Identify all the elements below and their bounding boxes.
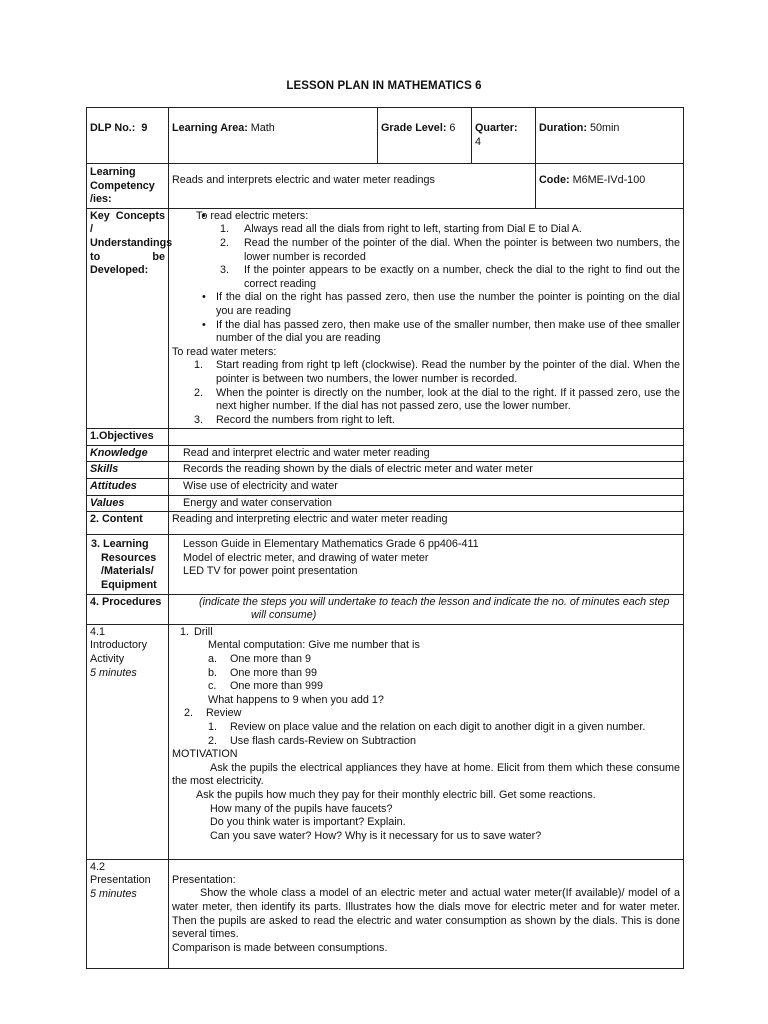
electric-step-2 — [172, 237, 680, 264]
presentation-heading: Presentation: — [172, 873, 236, 886]
objective-attitudes-row — [87, 479, 684, 496]
key-concepts-row — [87, 208, 684, 429]
duration-label: Duration: — [539, 122, 587, 134]
quarter-cell — [472, 108, 536, 164]
code-cell — [536, 164, 684, 209]
dlp-label: DLP No.: — [90, 122, 136, 134]
presentation-num: 4.2 — [90, 860, 106, 873]
dlp-cell — [87, 108, 169, 164]
objective-knowledge-row — [87, 445, 684, 462]
option-b — [172, 667, 680, 681]
procedures-note — [169, 594, 684, 624]
drill-heading — [172, 626, 680, 640]
electric-bullet-1 — [172, 291, 680, 318]
objectives-empty — [169, 429, 684, 446]
procedures-label: 4. Procedures — [87, 594, 169, 624]
water-step-1-num: 1. — [194, 359, 204, 372]
option-b-letter: b. — [208, 666, 218, 679]
resources-row — [87, 535, 684, 594]
knowledge-label: Knowledge — [87, 445, 169, 462]
water-step-3 — [172, 414, 680, 428]
electric-step-2-num: 2. — [220, 236, 230, 249]
grade-level-value: 6 — [449, 122, 456, 134]
option-c-text: One more than 999 — [230, 680, 324, 693]
objectives-label: 1.Objectives — [87, 429, 169, 446]
water-step-2-num: 2. — [194, 386, 204, 399]
header-row — [87, 108, 684, 164]
electric-intro — [172, 210, 680, 224]
review-text: Review — [206, 707, 242, 720]
motivation-question: Can you save water? How? Why is it necessary for us to save water? — [210, 829, 542, 842]
electric-bullet-2-text: If the dial has passed zero, then make use of the smaller number, then make use of thee smaller number of the dial you are reading — [216, 318, 680, 345]
grade-level-cell — [378, 108, 472, 164]
option-a-letter: a. — [208, 653, 218, 665]
electric-step-3-text: If the pointer appears to be exactly on a number, check the dial to the right to find out the correct reading — [244, 264, 680, 290]
review-num: 2. — [184, 707, 194, 720]
code-value: M6ME-IVd-100 — [572, 174, 646, 186]
electric-bullet-2 — [172, 319, 680, 346]
resources-list — [169, 535, 684, 594]
presentation-time: 5 minutes — [90, 888, 137, 900]
water-step-1-text: Start reading from right tp left (clockwise). Read the number by the pointer of the dial. When the pointer is between two numbers, the lower number is recorded. — [216, 359, 680, 385]
skills-text: Records the reading shown by the dials of electric meter and water meter — [169, 462, 684, 479]
learning-area-cell — [169, 108, 378, 164]
knowledge-text: Read and interpret electric and water meter reading — [169, 445, 684, 462]
objectives-row — [87, 429, 684, 446]
attitudes-text: Wise use of electricity and water — [169, 479, 684, 496]
objective-values-row — [87, 495, 684, 512]
water-step-1 — [172, 359, 680, 386]
motivation-paragraph-1: Ask the pupils the electrical appliances they have at home. Elicit from them which these consume the most electricity. — [172, 761, 680, 788]
resource-item: LED TV for power point presentation — [183, 565, 358, 578]
electric-step-1-text: Always read all the dials from right to left, starting from Dial E to Dial A. — [244, 223, 582, 236]
review-item-2-text: Use flash cards-Review on Subtraction — [230, 734, 417, 747]
competency-text: Reads and interprets electric and water meter readings — [169, 164, 536, 209]
content-row — [87, 512, 684, 535]
option-b-text: One more than 99 — [230, 666, 318, 679]
electric-step-1 — [172, 223, 680, 237]
key-concepts-body — [169, 208, 684, 429]
review-item-1 — [172, 721, 680, 735]
mental-computation: Mental computation: Give me number that is — [208, 639, 420, 652]
objective-skills-row — [87, 462, 684, 479]
procedures-note-text: (indicate the steps you will undertake to teach the lesson and indicate the no. of minutes each step will consume) — [199, 595, 670, 622]
option-c-letter: c. — [208, 680, 217, 693]
electric-intro-text: To read electric meters: — [196, 209, 309, 222]
attitudes-label: Attitudes — [87, 479, 169, 496]
review-heading — [172, 707, 680, 721]
content-text: Reading and interpreting electric and water meter reading — [169, 512, 684, 535]
review-item-1-text: Review on place value and the relation on each digit to another digit in a given number. — [230, 720, 646, 733]
electric-bullet-1-text: If the dial on the right has passed zero, then use the number the pointer is pointing on the dial you are reading — [216, 291, 680, 317]
values-text: Energy and water conservation — [169, 495, 684, 512]
motivation-question: Do you think water is important? Explain. — [210, 816, 406, 829]
code-label: Code: — [539, 174, 570, 186]
intro-name: Introductory Activity — [90, 639, 148, 665]
procedures-row — [87, 594, 684, 624]
water-step-2-text: When the pointer is directly on the number, look at the dial to the right. If it passed zero, use the next higher number. If the dial has not passed zero, use the lower number. — [216, 386, 680, 413]
duration-value: 50min — [589, 122, 620, 134]
motivation-question: How many of the pupils have faucets? — [210, 802, 393, 815]
option-a — [172, 653, 680, 667]
electric-step-3 — [172, 264, 680, 291]
lesson-plan-table — [86, 107, 684, 969]
resource-item: Lesson Guide in Elementary Mathematics Grade 6 pp406-411 — [183, 538, 479, 551]
intro-num: 4.1 — [90, 625, 106, 638]
review-item-1-num: 1. — [208, 720, 218, 733]
motivation-paragraph-2: Ask the pupils how much they pay for their monthly electric bill. Get some reactions. — [196, 788, 596, 801]
key-concepts-label: Key Concepts / Understandings to be Developed: — [87, 208, 169, 429]
intro-activity-body — [169, 624, 684, 859]
presentation-body — [169, 859, 684, 968]
competency-label: Learning Competency /ies: — [87, 164, 169, 209]
quarter-label: Quarter: — [475, 122, 518, 134]
content-label: 2. Content — [87, 512, 169, 535]
intro-activity-label — [87, 624, 169, 859]
values-label: Values — [87, 495, 169, 512]
presentation-row — [87, 859, 684, 968]
drill-text: Drill — [194, 625, 213, 638]
grade-level-label: Grade Level: — [381, 122, 447, 134]
resource-item: Model of electric meter, and drawing of water meter — [183, 551, 429, 564]
presentation-name: Presentation — [90, 874, 151, 887]
intro-time: 5 minutes — [90, 666, 137, 679]
intro-activity-row — [87, 624, 684, 859]
page-title: LESSON PLAN IN MATHEMATICS 6 — [286, 80, 482, 92]
water-step-3-num: 3. — [194, 413, 204, 426]
water-step-3-text: Record the numbers from right to left. — [216, 413, 395, 426]
duration-cell — [536, 108, 684, 164]
water-intro: To read water meters: — [172, 345, 277, 358]
drill-num: 1. — [180, 625, 190, 638]
presentation-label — [87, 859, 169, 968]
electric-step-1-num: 1. — [220, 223, 230, 236]
drill-question: What happens to 9 when you add 1? — [208, 693, 384, 706]
electric-step-2-text: Read the number of the pointer of the dial. When the pointer is between two numbers, the lower number is recorded — [244, 236, 680, 263]
review-item-2 — [172, 735, 680, 749]
option-a-text: One more than 9 — [230, 653, 312, 665]
dlp-value: 9 — [141, 122, 148, 134]
quarter-value: 4 — [475, 135, 482, 148]
learning-area-label: Learning Area: — [172, 122, 248, 134]
water-step-2 — [172, 387, 680, 414]
skills-label: Skills — [87, 462, 169, 479]
option-c — [172, 680, 680, 694]
learning-area-value: Math — [250, 122, 275, 134]
electric-step-3-num: 3. — [220, 264, 230, 277]
review-item-2-num: 2. — [208, 734, 218, 747]
resources-label: 3. Learning Resources /Materials/ Equipment — [87, 535, 169, 594]
presentation-paragraph: Show the whole class a model of an electric meter and actual water meter(If available)/ model of a water meter, then identify its parts. Illustrates how the dials move for electric meter and for water meter. Then the pupils are asked to read the electric and water consumption as shown by the dials. This is done several times. — [172, 887, 680, 941]
motivation-heading: MOTIVATION — [172, 748, 238, 761]
competency-row — [87, 164, 684, 209]
presentation-comparison: Comparison is made between consumptions. — [172, 941, 388, 954]
